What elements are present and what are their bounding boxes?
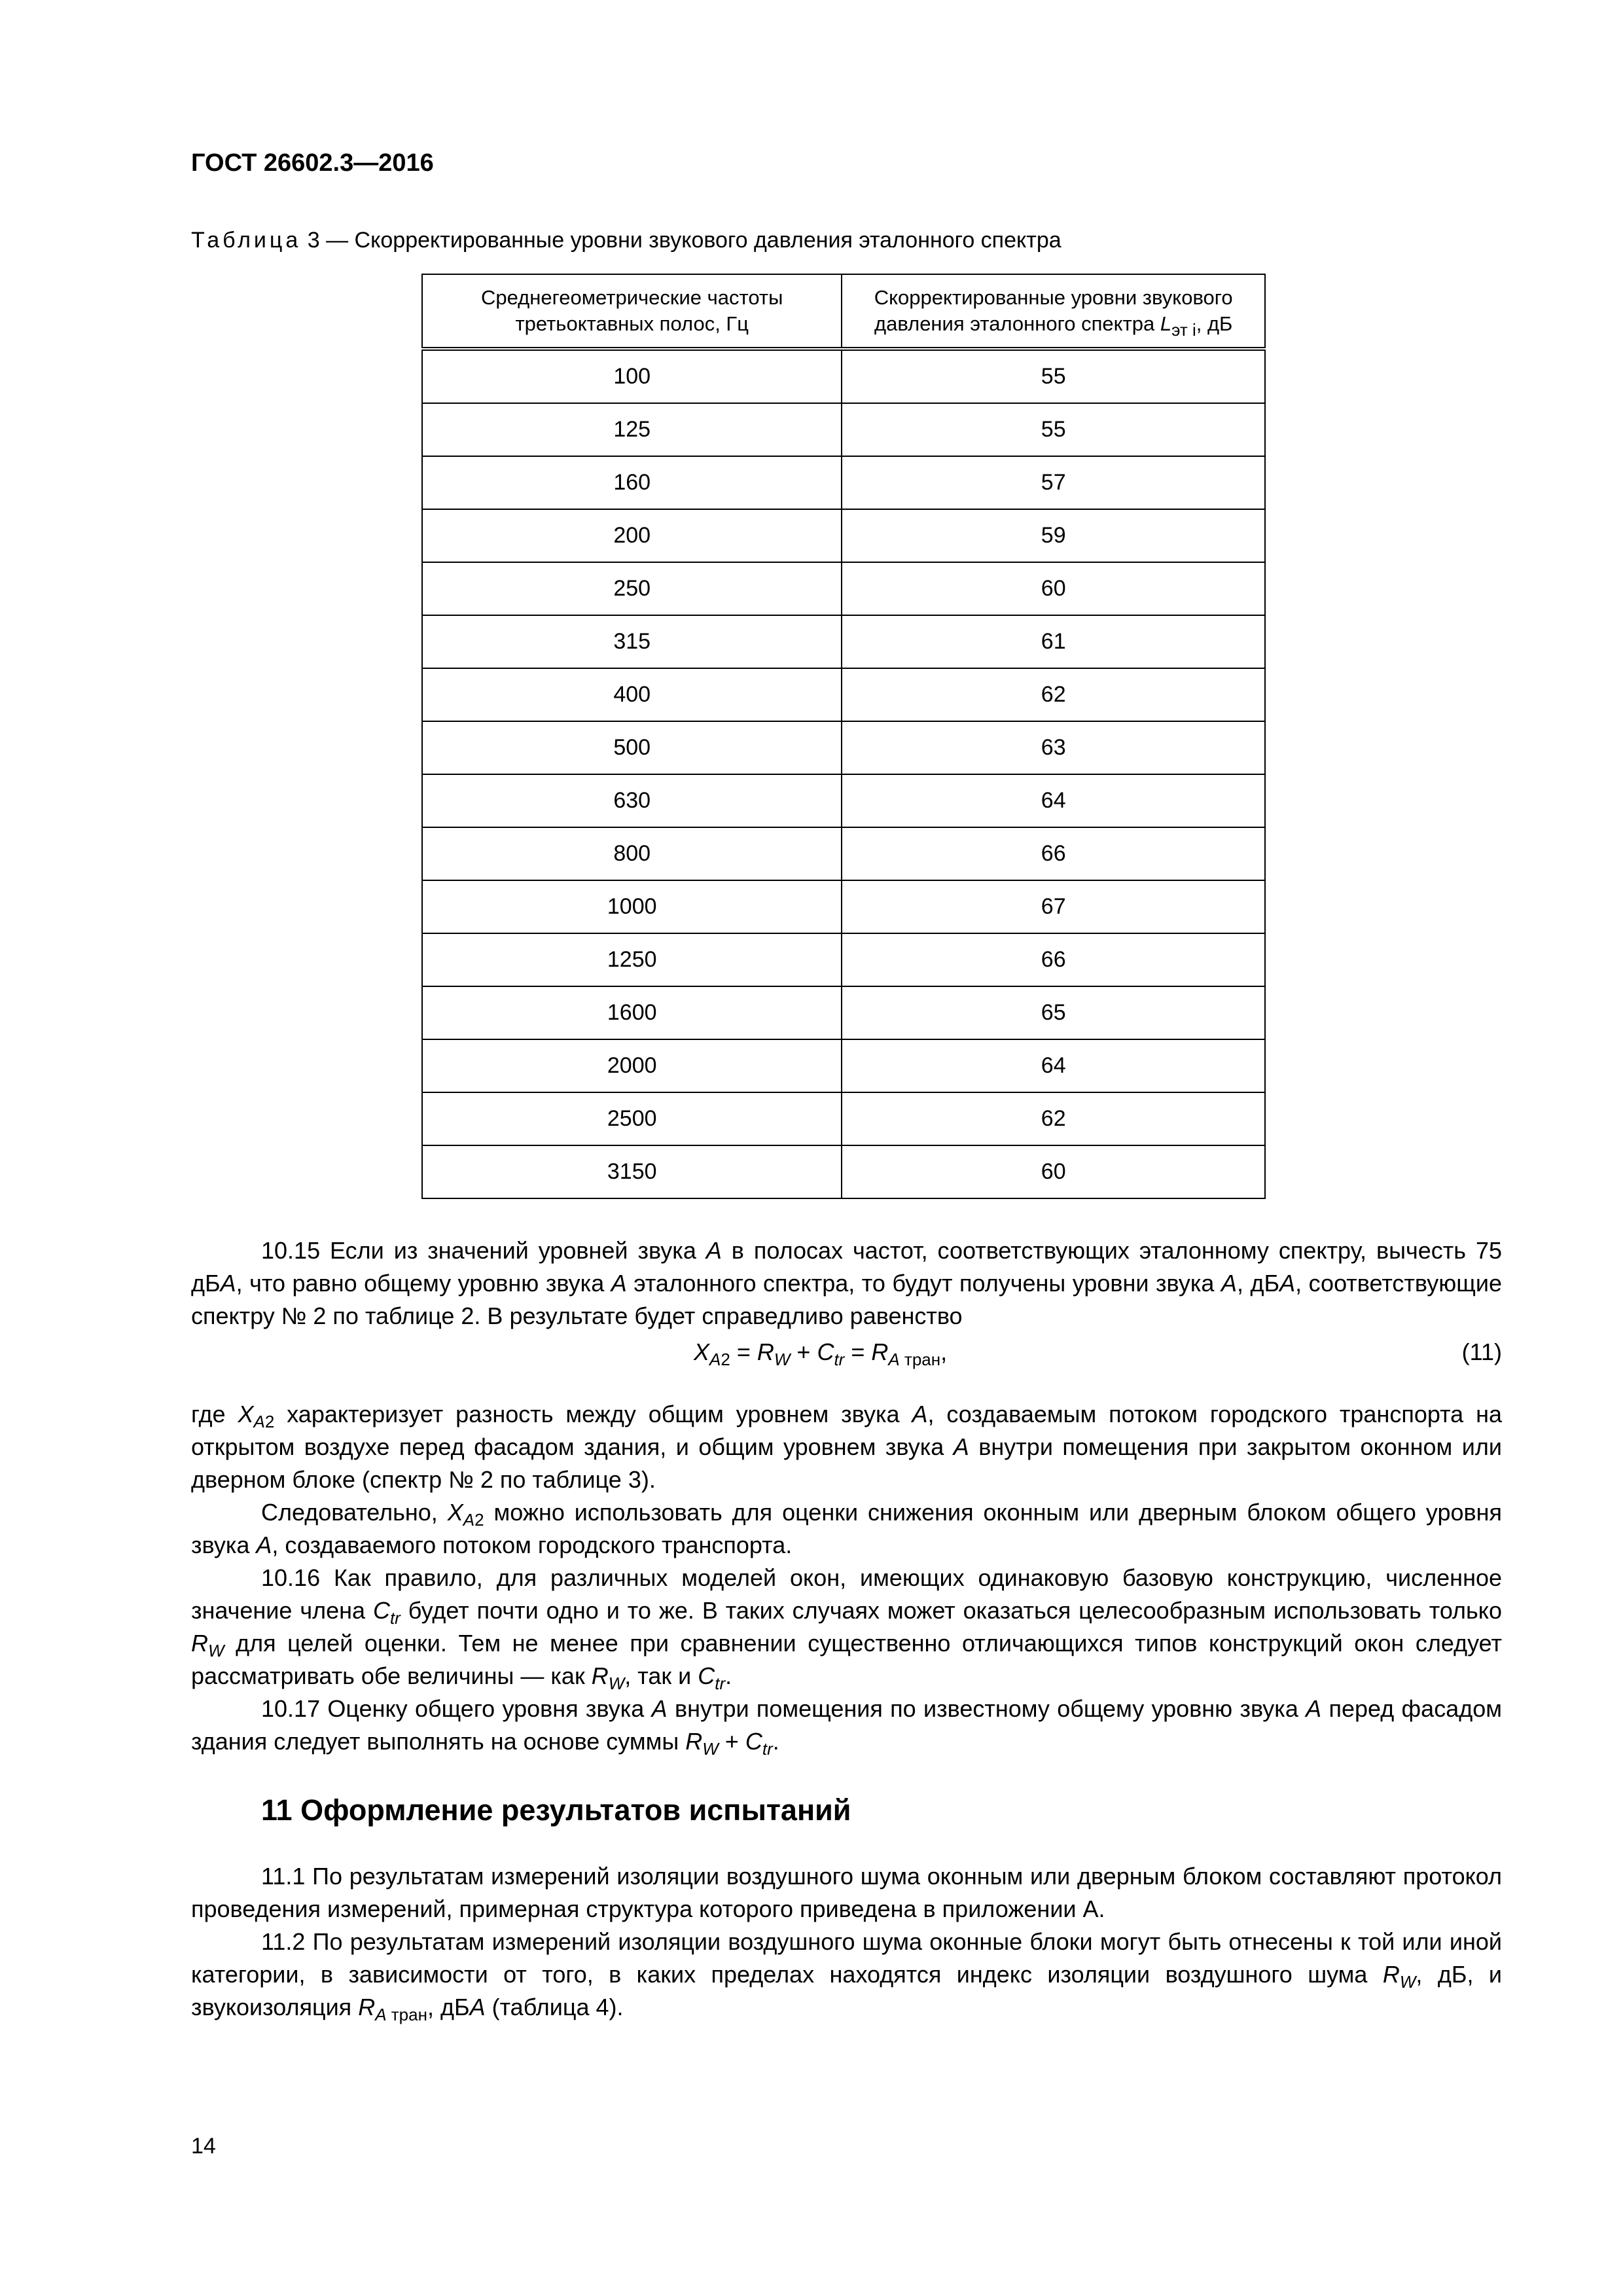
frequency-cell: 100 [422,349,842,403]
level-cell: 61 [842,615,1265,668]
frequency-cell: 1000 [422,880,842,933]
document-header: ГОСТ 26602.3—2016 [191,149,434,177]
frequency-cell: 800 [422,827,842,880]
table-row [422,456,1265,509]
table-row [422,880,1265,933]
table-row [422,562,1265,615]
column-header-level [842,274,1265,349]
table-caption-word: Таблица [191,228,302,253]
table-row [422,1092,1265,1145]
level-cell: 66 [842,827,1265,880]
reference-spectrum-table [421,274,1266,1199]
frequency-cell: 200 [422,509,842,562]
level-cell: 55 [842,349,1265,403]
frequency-cell: 630 [422,774,842,827]
frequency-cell: 2500 [422,1092,842,1145]
level-cell: 67 [842,880,1265,933]
table-header-row [422,274,1265,349]
formula-number: (11) [1461,1338,1502,1365]
level-cell: 64 [842,774,1265,827]
paragraph-11-2: 11.2 По результатам измерений изоляции воздушного шума оконные блоки могут быть отнесены к той или иной категории, в зависимости от того, в каких пределах находятся индекс изоляции воздушного шума $R_W$, дБ, и звукоизоляция $R_{A тран}$, дБA (таблица 4). [191,1928,1503,2024]
table-row [422,1145,1265,1198]
table-row [422,349,1265,403]
paragraph-10-16: 10.16 Как правило, для различных моделей окон, имеющих одинаковую базовую конструкцию, численное значение члена $C_{tr}$ будет почти одно и то же. В таких случаях может оказаться целесообразным использовать только $R_W$ для целей оценки. Тем не менее при сравнении существенно отличающихся типов конструкций окон следует рассматривать обе величины — как $R_W$, так и $C_{tr}$. [191,1564,1502,1693]
column-header-level-text: Скорректированные уровни звукового давления эталонного спектра [874,285,1233,335]
table-row [422,668,1265,721]
table-caption [191,228,1061,253]
column-header-frequency-text: Среднегеометрические частоты третьоктавных полос, Гц [480,285,783,335]
column-header-level-unit: , дБ [1196,312,1233,335]
frequency-cell: 160 [422,456,842,509]
frequency-cell: 125 [422,403,842,456]
frequency-cell: 2000 [422,1039,842,1092]
level-cell: 66 [842,933,1265,986]
level-cell: 64 [842,1039,1265,1092]
paragraph-11-1: 11.1 По результатам измерений изоляции воздушного шума оконным или дверным блоком составляют протокол проведения измерений, примерная структура которого приведена в приложении А. [191,1863,1502,1922]
frequency-cell: 1600 [422,986,842,1039]
level-cell: 60 [842,562,1265,615]
table-row [422,1039,1265,1092]
frequency-cell: 1250 [422,933,842,986]
page-number: 14 [191,2134,216,2159]
level-cell: 65 [842,986,1265,1039]
formula-expression: $X_{A2} = R_W + C_{tr} = R_{A тран}$, [694,1338,948,1369]
frequency-cell: 315 [422,615,842,668]
column-header-level-subscript: эт i [1171,320,1196,340]
level-cell: 59 [842,509,1265,562]
frequency-cell: 400 [422,668,842,721]
table-row [422,509,1265,562]
column-header-frequency [422,274,842,349]
paragraph-where: где $X_{A2}$ характеризует разность между общим уровнем звука A, создаваемым потоком городского транспорта на открытом воздухе перед фасадом здания, и общим уровнем звука A внутри помещения при закрытом оконном или дверном блоке (спектр № 2 по таблице 3). [191,1401,1503,1493]
table-row [422,721,1265,774]
frequency-cell: 3150 [422,1145,842,1198]
table-row [422,827,1265,880]
frequency-cell: 500 [422,721,842,774]
table-row [422,986,1265,1039]
level-cell: 55 [842,403,1265,456]
section-11-title: 11 Оформление результатов испытаний [261,1793,851,1827]
paragraph-10-15: 10.15 Если из значений уровней звука A в полосах частот, соответствующих эталонному спектру, вычесть 75 дБA, что равно общему уровню звука A эталонного спектра, то будут получены уровни звука A, дБA, соответствующие спектру № 2 по таблице 2. В результате будет справедливо равенство [191,1237,1502,1329]
level-cell: 63 [842,721,1265,774]
table-row [422,615,1265,668]
paragraph-consequently: Следовательно, $X_{A2}$ можно использовать для оценки снижения оконным или дверным блоком общего уровня звука A, создаваемого потоком городского транспорта. [191,1499,1502,1558]
level-cell: 57 [842,456,1265,509]
table-caption-text: 3 — Скорректированные уровни звукового давления эталонного спектра [301,228,1061,253]
level-cell: 62 [842,668,1265,721]
frequency-cell: 250 [422,562,842,615]
table-row [422,774,1265,827]
level-cell: 60 [842,1145,1265,1198]
paragraph-10-17: 10.17 Оценку общего уровня звука A внутри помещения по известному общему уровню звука A перед фасадом здания следует выполнять на основе суммы $R_W + C_{tr}$. [191,1695,1502,1759]
table-row [422,403,1265,456]
column-header-level-symbol: L [1160,312,1172,335]
formula-11 [191,1338,1502,1378]
level-cell: 62 [842,1092,1265,1145]
table-row [422,933,1265,986]
